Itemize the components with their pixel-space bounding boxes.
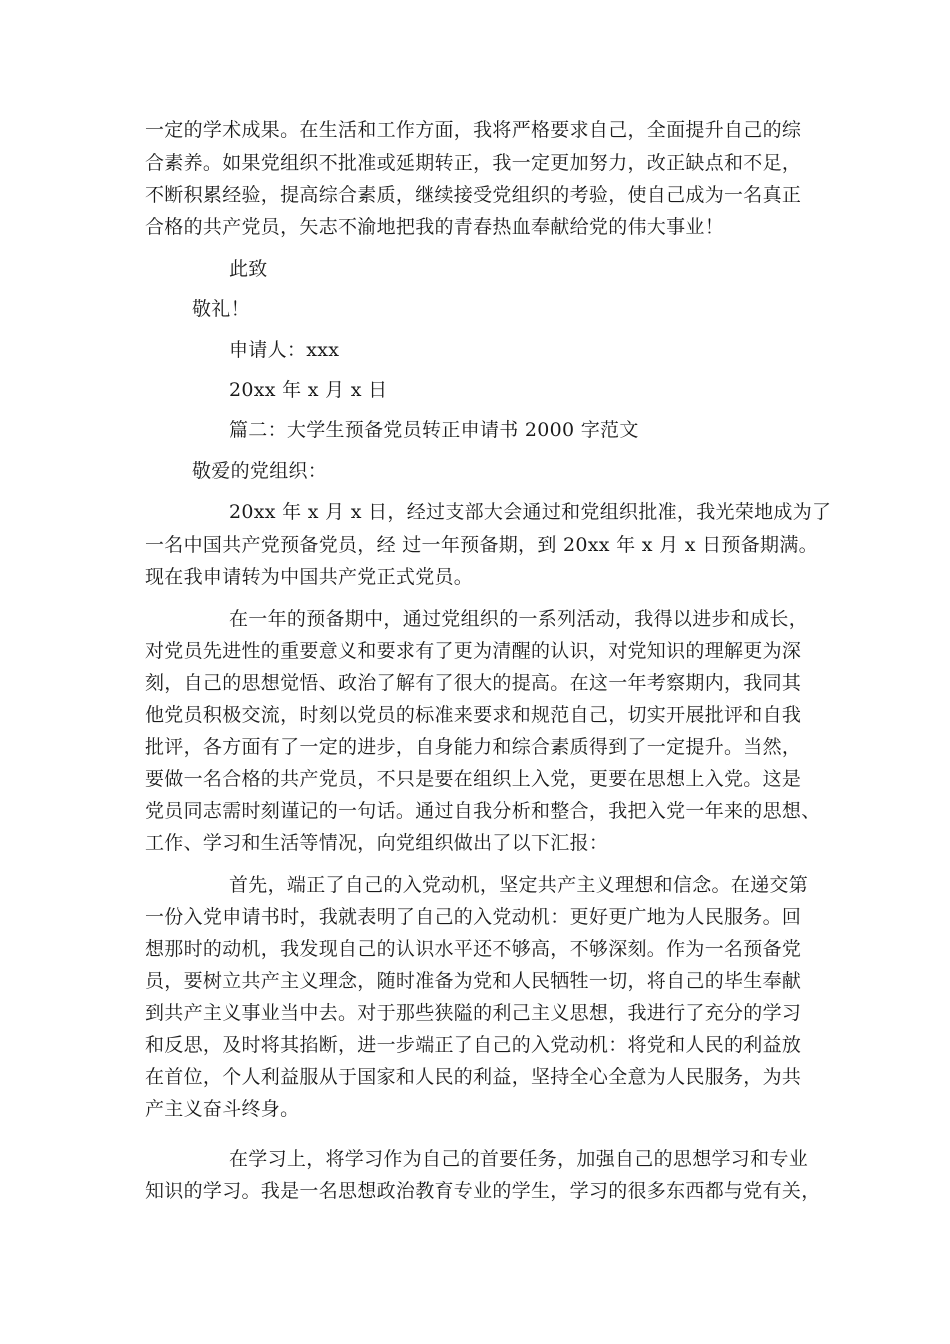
paragraph-line: 一名中国共产党预备党员，经 过一年预备期，到 20xx 年 x 月 x 日预备期满。 [145,534,818,556]
closing-text: 此致 [229,258,268,280]
paragraph-line: 知识的学习。我是一名思想政治教育专业的学生，学习的很多东西都与党有关， [145,1180,821,1202]
applicant-line: 申请人：xxx [229,339,340,361]
paragraph-line: 在一年的预备期中，通过党组织的一系列活动，我得以进步和成长， [229,608,809,630]
paragraph-line: 产主义奋斗终身。 [145,1098,300,1120]
paragraph-line: 要做一名合格的共产党员，不只是要在组织上入党，更要在思想上入党。这是 [145,768,802,790]
paragraph-line: 一定的学术成果。在生活和工作方面，我将严格要求自己，全面提升自己的综 [145,119,802,141]
paragraph-line: 到共产主义事业当中去。对于那些狭隘的利己主义思想，我进行了充分的学习 [145,1002,802,1024]
greeting-line: 敬爱的党组织： [192,460,328,482]
paragraph-line: 不断积累经验，提高综合素质，继续接受党组织的考验，使自己成为一名真正 [145,184,802,206]
paragraph-line: 20xx 年 x 月 x 日，经过支部大会通过和党组织批准，我光荣地成为了 [229,501,832,523]
paragraph-line: 刻，自己的思想觉悟、政治了解有了很大的提高。在这一年考察期内，我同其 [145,672,802,694]
paragraph-line: 现在我申请转为中国共产党正式党员。 [145,566,474,588]
paragraph-line: 他党员积极交流，时刻以党员的标准来要求和规范自己，切实开展批评和自我 [145,704,802,726]
paragraph-line: 员，要树立共产主义理念，随时准备为党和人民牺牲一切，将自己的毕生奉献 [145,970,802,992]
paragraph-line: 对党员先进性的重要意义和要求有了更为清醒的认识，对党知识的理解更为深 [145,640,802,662]
paragraph-line: 在首位，个人利益服从于国家和人民的利益，坚持全心全意为人民服务，为共 [145,1066,802,1088]
paragraph-line: 合格的共产党员，矢志不渝地把我的青春热血奉献给党的伟大事业！ [145,216,725,238]
section-title: 篇二：大学生预备党员转正申请书 2000 字范文 [229,419,639,441]
paragraph-line: 首先，端正了自己的入党动机，坚定共产主义理想和信念。在递交第 [229,874,809,896]
salute-text: 敬礼！ [192,298,250,320]
paragraph-line: 在学习上，将学习作为自己的首要任务，加强自己的思想学习和专业 [229,1148,809,1170]
paragraph-line: 批评，各方面有了一定的进步，自身能力和综合素质得到了一定提升。当然， [145,736,802,758]
paragraph-line: 想那时的动机，我发现自己的认识水平还不够高，不够深刻。作为一名预备党 [145,938,802,960]
paragraph-line: 合素养。如果党组织不批准或延期转正，我一定更加努力，改正缺点和不足， [145,152,802,174]
paragraph-line: 一份入党申请书时，我就表明了自己的入党动机：更好更广地为人民服务。回 [145,906,802,928]
paragraph-line: 工作、学习和生活等情况，向党组织做出了以下汇报： [145,832,609,854]
paragraph-line: 和反思，及时将其掐断，进一步端正了自己的入党动机：将党和人民的利益放 [145,1034,802,1056]
date-line: 20xx 年 x 月 x 日 [229,379,388,401]
paragraph-line: 党员同志需时刻谨记的一句话。通过自我分析和整合，我把入党一年来的思想、 [145,800,821,822]
